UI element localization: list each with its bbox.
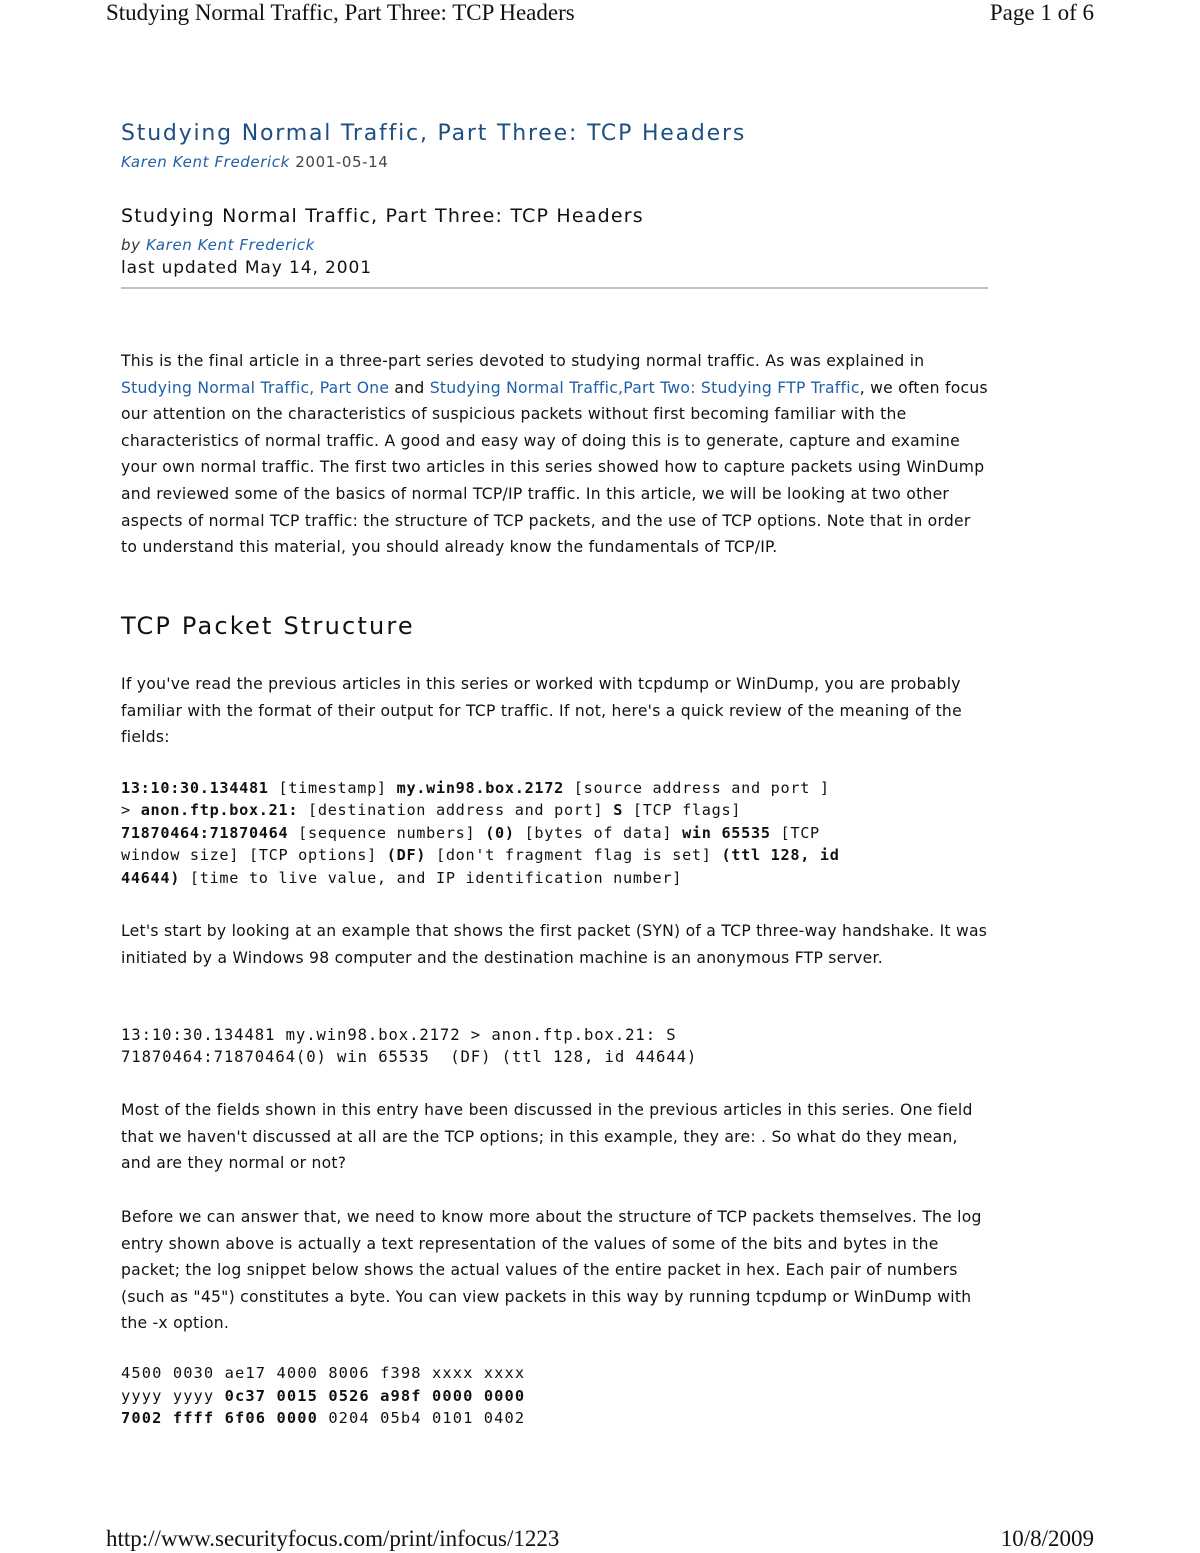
- section-heading-tcp-packet-structure: TCP Packet Structure: [121, 612, 415, 640]
- last-updated: last updated May 14, 2001: [121, 258, 372, 278]
- field-note: [TCP flags]: [623, 801, 742, 820]
- print-footer: [106, 1526, 1094, 1552]
- field-timestamp: 13:10:30.134481: [121, 779, 269, 797]
- article-title: Studying Normal Traffic, Part Three: TCP Headers: [121, 121, 747, 146]
- author-link-secondary[interactable]: Karen Kent Frederick: [145, 236, 315, 254]
- hex-row-3-plain: 0204 05b4 0101 0402: [317, 1409, 526, 1428]
- field-window: win 65535: [682, 823, 771, 842]
- field-note: [don't fragment flag is set]: [426, 846, 722, 865]
- intro-paragraph: [121, 348, 989, 561]
- article-byline-secondary: [121, 236, 315, 254]
- author-link[interactable]: Karen Kent Frederick: [121, 153, 290, 171]
- header-divider: [121, 287, 988, 289]
- field-destination: anon.ftp.box.21:: [140, 801, 299, 820]
- publish-date: 2001-05-14: [295, 153, 389, 171]
- source-url: http://www.securityfocus.com/print/infocus/1223: [106, 1526, 560, 1551]
- field-ttl: (ttl 128, id: [721, 846, 840, 865]
- field-note: [TCP: [770, 823, 820, 842]
- link-part-two[interactable]: Studying Normal Traffic,Part Two: Studying FTP Traffic: [429, 378, 860, 397]
- field-legend: [121, 777, 840, 889]
- hex-row-2-plain: yyyy yyyy: [121, 1386, 225, 1405]
- syn-log-entry: 13:10:30.134481 my.win98.box.2172 > anon.ftp.box.21: S 71870464:71870464(0) win 65535 (DF) (ttl 128, id 44644): [121, 1026, 698, 1067]
- hex-row-2-bold: 0c37 0015 0526 a98f 0000 0000: [224, 1386, 526, 1405]
- field-note: [sequence numbers]: [288, 823, 486, 842]
- page-number: Page 1 of 6: [989, 0, 1094, 25]
- tcp-options-paragraph: Most of the fields shown in this entry have been discussed in the previous articles in this series. One field that we haven't discussed at all are the TCP options; in this example, they are: . So what do they mean, and are they normal or not?: [121, 1101, 973, 1173]
- fields-intro-paragraph: If you've read the previous articles in this series or worked with tcpdump or WinDump, you are probably familiar with the format of their output for TCP traffic. If not, here's a quick review of the meaning of the fields:: [121, 675, 962, 747]
- print-header-title: Studying Normal Traffic, Part Three: TCP Headers: [106, 0, 575, 25]
- hex-dump: [121, 1362, 525, 1430]
- print-header: [106, 0, 1094, 26]
- article-byline: [121, 153, 388, 171]
- intro-text-start: This is the final article in a three-part series devoted to studying normal traffic. As was explained in: [121, 352, 925, 370]
- intro-text-and: and: [389, 378, 430, 397]
- field-note: [time to live value, and IP identification number]: [180, 868, 683, 887]
- packet-structure-paragraph: Before we can answer that, we need to know more about the structure of TCP packets themselves. The log entry shown above is actually a text representation of the values of some of the bits and bytes in the packet; the log snippet below shows the actual values of the entire packet in hex. Each pair of numbers (such as "45") constitutes a byte. You can view packets in this way by running tcpdump or WinDump with the -x option.: [121, 1208, 982, 1333]
- field-note: [bytes of data]: [514, 823, 683, 842]
- field-note: [destination address and port]: [298, 801, 614, 820]
- field-id: 44644): [121, 868, 181, 887]
- field-flags: S: [613, 801, 624, 820]
- print-date: 10/8/2009: [1000, 1526, 1094, 1551]
- intro-text-rest: , we often focus our attention on the characteristics of suspicious packets without first becoming familiar with the characteristics of normal traffic. A good and easy way of doing this is to generate, capture and examine your own normal traffic. The first two articles in this series showed how to capture packets using WinDump and reviewed some of the basics of normal TCP/IP traffic. In this article, we will be looking at two other aspects of normal TCP traffic: the structure of TCP packets, and the use of TCP options. Note that in order to understand this material, you should already know the fundamentals of TCP/IP.: [121, 378, 988, 557]
- field-df: (DF): [386, 846, 427, 865]
- example-intro-paragraph: Let's start by looking at an example that shows the first packet (SYN) of a TCP three-way handshake. It was initiated by a Windows 98 computer and the destination machine is an anonymous FTP server.: [121, 922, 988, 967]
- field-sequence: 71870464:71870464: [121, 823, 289, 842]
- field-note: [timestamp]: [268, 779, 397, 797]
- hex-row-3-bold: 7002 ffff 6f06 0000: [121, 1409, 318, 1428]
- by-label: by: [121, 236, 141, 254]
- link-part-one[interactable]: Studying Normal Traffic, Part One: [121, 378, 390, 397]
- field-bytes: (0): [485, 823, 515, 842]
- article-subtitle: Studying Normal Traffic, Part Three: TCP Headers: [121, 205, 644, 227]
- hex-row-1: 4500 0030 ae17 4000 8006 f398 xxxx xxxx: [121, 1364, 526, 1382]
- field-note: [source address and port ]: [563, 779, 830, 797]
- field-note: >: [121, 801, 141, 820]
- field-source: my.win98.box.2172: [396, 779, 564, 797]
- field-note: window size] [TCP options]: [121, 846, 387, 865]
